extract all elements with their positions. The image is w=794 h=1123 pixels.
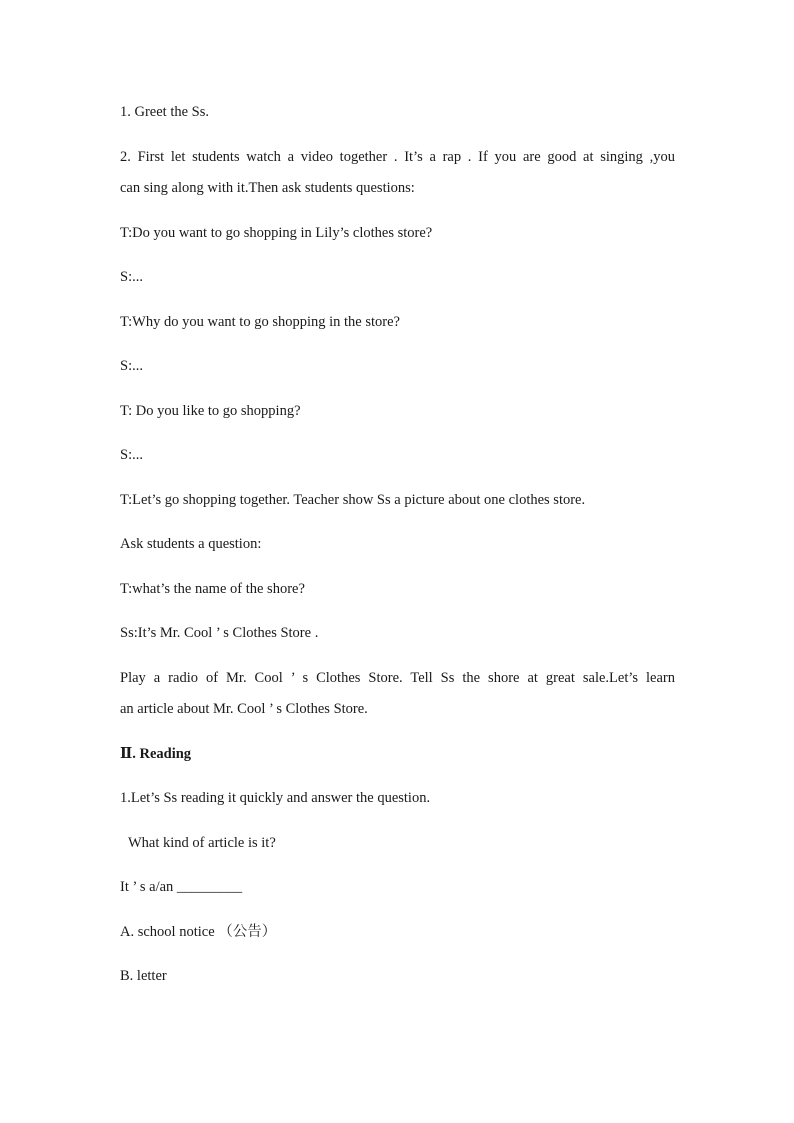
option-a: A. school notice （公告） [120,924,277,940]
dialogue-student-line: S:... [120,269,143,285]
dialogue-teacher-line: T:Let’s go shopping together. Teacher show Ss a picture about one clothes store. [120,492,586,508]
dialogue-teacher-line: T:what’s the name of the shore? [120,581,305,597]
instruction-text: Ask students a question: [120,536,262,552]
answer-blank: It ’ s a/an _________ [120,879,243,895]
dialogue-teacher-line: T: Do you like to go shopping? [120,403,301,419]
paragraph-radio-continued: an article about Mr. Cool ’ s Clothes Store. [120,701,368,717]
dialogue-student-line: S:... [120,447,143,463]
step-greet: 1. Greet the Ss. [120,104,209,120]
step-video-continued: can sing along with it.Then ask students questions: [120,180,415,196]
dialogue-teacher-line: T:Do you want to go shopping in Lily’s clothes store? [120,225,433,241]
paragraph-radio: Play a radio of Mr. Cool ’ s Clothes Store. Tell Ss the shore at great sale.Let’s learn [120,670,675,686]
step-video: 2. First let students watch a video together . It’s a rap . If you are good at singing ,you [120,149,675,165]
dialogue-student-line: Ss:It’s Mr. Cool ’ s Clothes Store . [120,625,319,641]
question-text: What kind of article is it? [128,835,276,851]
option-b: B. letter [120,968,167,984]
dialogue-student-line: S:... [120,358,143,374]
section-heading-reading: Ⅱ. Reading [120,746,192,762]
reading-step-1: 1.Let’s Ss reading it quickly and answer the question. [120,790,431,806]
dialogue-teacher-line: T:Why do you want to go shopping in the store? [120,314,400,330]
